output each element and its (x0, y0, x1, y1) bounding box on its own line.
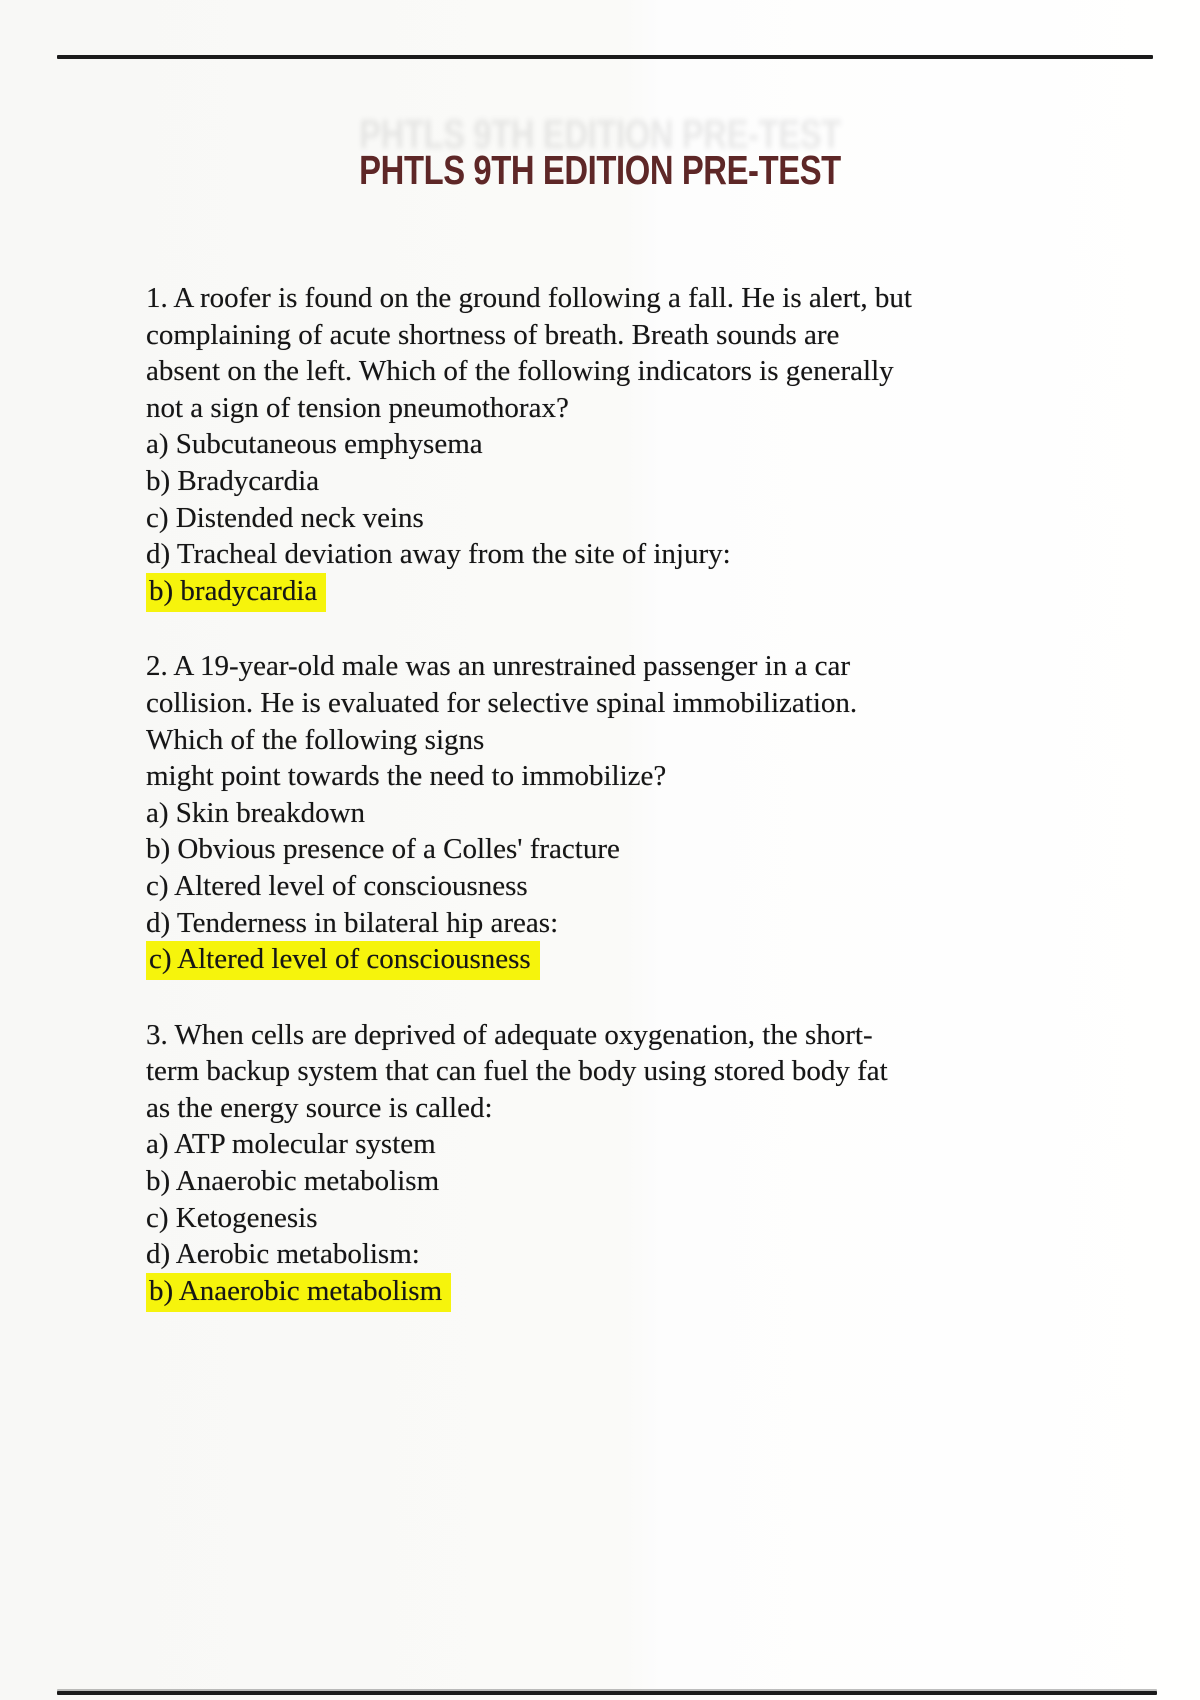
question-2-option-b: b) Obvious presence of a Colles' fracture (146, 833, 620, 866)
page-title-scan-ghost: PHTLS 9TH EDITION PRE-TEST (359, 111, 841, 157)
question-1-highlighted-answer: b) bradycardia (146, 573, 326, 612)
question-1-text-line-1: 1. A roofer is found on the ground following a fall. He is alert, but (146, 282, 912, 314)
question-3 (146, 1017, 1136, 1310)
question-3-answer-line (146, 1273, 1136, 1310)
question-3-text-line-1: 3. When cells are deprived of adequate oxygenation, the short- (146, 1018, 873, 1051)
question-2-option-d: d) Tenderness in bilateral hip areas: (146, 906, 559, 939)
question-2-answer-line (146, 941, 1136, 978)
question-3-option-c: c) Ketogenesis (146, 1201, 318, 1234)
question-2-option-c: c) Altered level of consciousness (146, 869, 528, 902)
question-3-highlighted-answer: b) Anaerobic metabolism (146, 1273, 451, 1312)
question-2-text-line-4: might point towards the need to immobilize? (146, 760, 667, 793)
question-2-text-line-3: Which of the following signs (146, 723, 485, 756)
question-2-text-line-1: 2. A 19-year-old male was an unrestrained passenger in a car (146, 650, 851, 683)
question-2-option-a: a) Skin breakdown (146, 796, 366, 829)
question-1-option-c: c) Distended neck veins (146, 501, 424, 534)
top-horizontal-rule (57, 55, 1153, 59)
questions-area (146, 280, 1136, 1348)
bottom-horizontal-rule (57, 1691, 1157, 1695)
question-3-text-line-2: term backup system that can fuel the body using stored body fat (146, 1055, 888, 1088)
question-1-text-line-4: not a sign of tension pneumothorax? (146, 391, 569, 424)
question-1 (146, 280, 1136, 609)
question-3-option-b: b) Anaerobic metabolism (146, 1165, 440, 1198)
question-2 (146, 648, 1136, 977)
question-3-option-d: d) Aerobic metabolism: (146, 1238, 420, 1271)
question-1-text-line-3: absent on the left. Which of the following indicators is generally (146, 355, 894, 388)
question-3-text-line-3: as the energy source is called: (146, 1091, 493, 1124)
page-title: PHTLS 9TH EDITION PRE-TEST (359, 147, 841, 193)
question-1-answer-line (146, 573, 1136, 610)
question-3-option-a: a) ATP molecular system (146, 1128, 436, 1161)
question-2-highlighted-answer: c) Altered level of consciousness (146, 941, 540, 980)
question-1-option-a: a) Subcutaneous emphysema (146, 428, 483, 461)
question-1-option-d: d) Tracheal deviation away from the site of injury: (146, 538, 731, 571)
question-1-option-b: b) Bradycardia (146, 464, 320, 497)
question-2-text-line-2: collision. He is evaluated for selective spinal immobilization. (146, 686, 858, 719)
question-1-text-line-2: complaining of acute shortness of breath. Breath sounds are (146, 318, 840, 351)
